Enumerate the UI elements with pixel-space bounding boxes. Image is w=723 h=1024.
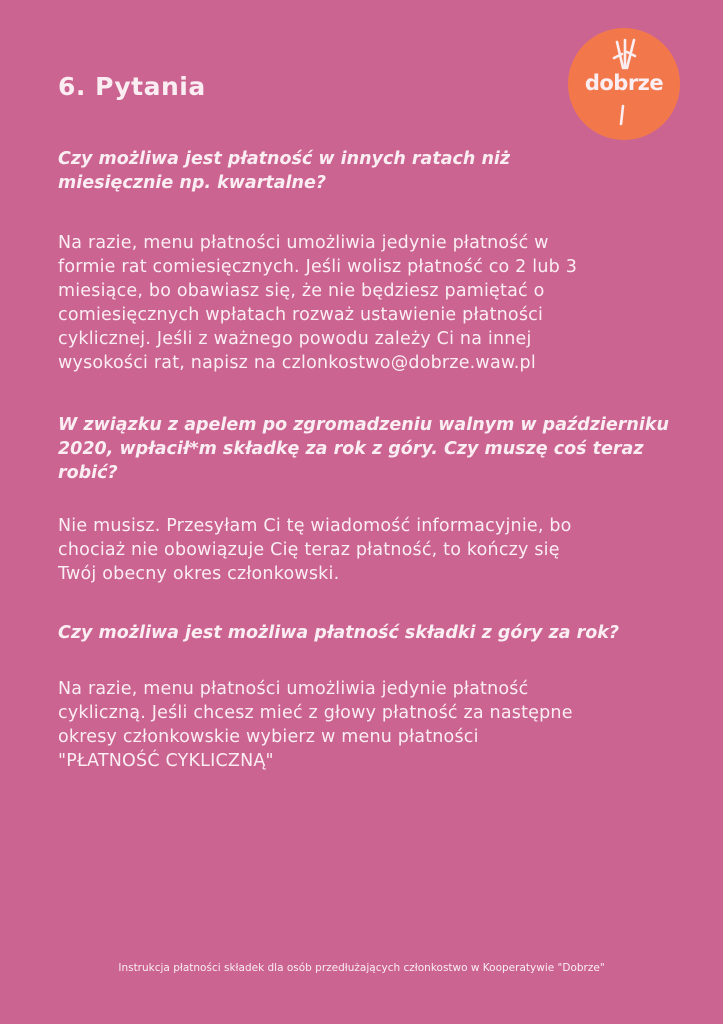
faq-answer-2 xyxy=(58,514,572,586)
faq-answer-3-line: Na razie, menu płatności umożliwia jedynie płatność xyxy=(58,679,529,699)
faq-question-1-line: miesięcznie np. kwartalne? xyxy=(58,173,326,193)
faq-answer-2-line: Twój obecny okres członkowski. xyxy=(58,564,340,584)
faq-question-2-line: W związku z apelem po zgromadzeniu walnym w październiku xyxy=(58,415,669,435)
faq-answer-3 xyxy=(58,677,573,773)
faq-question-1 xyxy=(58,147,510,195)
faq-question-2-line: robić? xyxy=(58,463,118,483)
page-footer: Instrukcja płatności składek dla osób przedłużających członkostwo w Kooperatywie "Dobrze" xyxy=(118,962,605,974)
faq-answer-2-line: chociaż nie obowiązuje Cię teraz płatność, to kończy się xyxy=(58,540,560,560)
faq-answer-2-line: Nie musisz. Przesyłam Ci tę wiadomość informacyjnie, bo xyxy=(58,516,572,536)
faq-answer-1-line: Na razie, menu płatności umożliwia jedynie płatność w xyxy=(58,233,549,253)
faq-answer-3-line: cykliczną. Jeśli chcesz mieć z głowy płatność za następne xyxy=(58,703,573,723)
page-title: 6. Pytania xyxy=(58,72,206,101)
faq-answer-1-line: comiesięcznych wpłatach rozważ ustawienie płatności xyxy=(58,305,544,325)
logo-wordmark: dobrze xyxy=(584,71,664,95)
dobrze-logo xyxy=(568,28,680,140)
faq-answer-1-line: cyklicznej. Jeśli z ważnego powodu zależy Ci na innej xyxy=(58,329,532,349)
faq-answer-1-line: formie rat comiesięcznych. Jeśli wolisz płatność co 2 lub 3 xyxy=(58,257,578,277)
faq-question-2 xyxy=(58,413,669,485)
faq-answer-3-line: "PŁATNOŚĆ CYKLICZNĄ" xyxy=(58,751,274,771)
faq-answer-1-line: miesiące, bo obawiasz się, że nie będziesz pamiętać o xyxy=(58,281,545,301)
faq-question-2-line: 2020, wpłacił*m składkę za rok z góry. Czy muszę coś teraz xyxy=(58,439,644,459)
faq-answer-1-line: wysokości rat, napisz na czlonkostwo@dobrze.waw.pl xyxy=(58,353,536,373)
faq-answer-3-line: okresy członkowskie wybierz w menu płatności xyxy=(58,727,479,747)
faq-question-3-line: Czy możliwa jest możliwa płatność składki z góry za rok? xyxy=(58,623,620,643)
faq-question-1-line: Czy możliwa jest płatność w innych ratach niż xyxy=(58,149,511,169)
faq-question-3 xyxy=(58,621,619,645)
faq-answer-1 xyxy=(58,231,577,375)
